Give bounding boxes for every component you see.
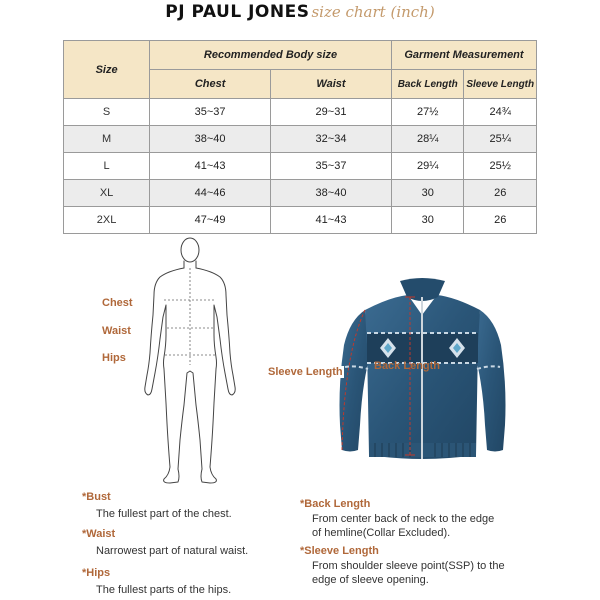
back-length-cell: 27½ xyxy=(391,99,464,126)
definition-term: *Waist xyxy=(82,528,116,540)
back-length-cell: 28¼ xyxy=(391,126,464,153)
waist-header: Waist xyxy=(271,70,392,99)
waist-cell: 29~31 xyxy=(271,99,392,126)
waist-cell: 32~34 xyxy=(271,126,392,153)
body-outline-figure xyxy=(120,235,260,495)
waist-label: Waist xyxy=(102,325,131,337)
chest-cell: 44~46 xyxy=(150,180,271,207)
definition-bust xyxy=(82,491,232,521)
table-header-row xyxy=(64,41,537,70)
chest-cell: 41~43 xyxy=(150,153,271,180)
definition-desc: From shoulder sleeve point(SSP) to the xyxy=(312,560,505,572)
size-cell: XL xyxy=(64,180,150,207)
table-row xyxy=(64,207,537,234)
definition-desc-cont: edge of sleeve opening. xyxy=(312,574,429,586)
sweater-image xyxy=(330,275,515,475)
table-row xyxy=(64,126,537,153)
sleeve-length-cell: 25¼ xyxy=(464,126,537,153)
definition-hips xyxy=(82,567,231,597)
sleeve-length-cell: 26 xyxy=(464,180,537,207)
sleeve-length-cell: 25½ xyxy=(464,153,537,180)
chest-cell: 35~37 xyxy=(150,99,271,126)
back-length-cell: 30 xyxy=(391,207,464,234)
definition-term: *Hips xyxy=(82,567,111,579)
brand-name: PJ PAUL JONES xyxy=(165,2,310,22)
chest-cell: 47~49 xyxy=(150,207,271,234)
table-row xyxy=(64,153,537,180)
chest-header: Chest xyxy=(150,70,271,99)
back-length-cell: 30 xyxy=(391,180,464,207)
table-row xyxy=(64,180,537,207)
group-garment-header: Garment Measurement xyxy=(391,41,536,70)
size-header: Size xyxy=(64,41,150,99)
size-cell: S xyxy=(64,99,150,126)
waist-cell: 41~43 xyxy=(271,207,392,234)
definition-term: *Bust xyxy=(82,491,111,503)
table-row xyxy=(64,99,537,126)
definition-back-length xyxy=(300,498,494,540)
back-length-header: Back Length xyxy=(391,70,464,99)
size-table xyxy=(63,40,537,234)
waist-cell: 35~37 xyxy=(271,153,392,180)
definition-desc: Narrowest part of natural waist. xyxy=(96,545,249,557)
sleeve-length-cell: 24¾ xyxy=(464,99,537,126)
definition-waist xyxy=(82,528,248,558)
group-body-header: Recommended Body size xyxy=(150,41,392,70)
definition-desc-cont: of hemline(Collar Excluded). xyxy=(312,527,451,539)
definition-term: *Back Length xyxy=(300,498,371,510)
chart-title xyxy=(0,2,600,22)
definition-desc: The fullest parts of the hips. xyxy=(96,584,232,596)
definition-desc: From center back of neck to the edge xyxy=(312,513,495,525)
chest-cell: 38~40 xyxy=(150,126,271,153)
hips-label: Hips xyxy=(102,352,126,364)
definition-desc: The fullest part of the chest. xyxy=(96,508,232,520)
definition-term: *Sleeve Length xyxy=(300,545,379,557)
back-length-label: Back Length xyxy=(374,360,441,372)
back-length-cell: 29¼ xyxy=(391,153,464,180)
sleeve-length-cell: 26 xyxy=(464,207,537,234)
sleeve-length-header: Sleeve Length xyxy=(464,70,537,99)
size-cell: M xyxy=(64,126,150,153)
sleeve-length-label: Sleeve Length xyxy=(268,366,343,378)
size-cell: L xyxy=(64,153,150,180)
waist-cell: 38~40 xyxy=(271,180,392,207)
definition-sleeve-length xyxy=(300,545,505,587)
chest-label: Chest xyxy=(102,297,133,309)
chart-subtitle: size chart (inch) xyxy=(311,3,435,21)
size-cell: 2XL xyxy=(64,207,150,234)
